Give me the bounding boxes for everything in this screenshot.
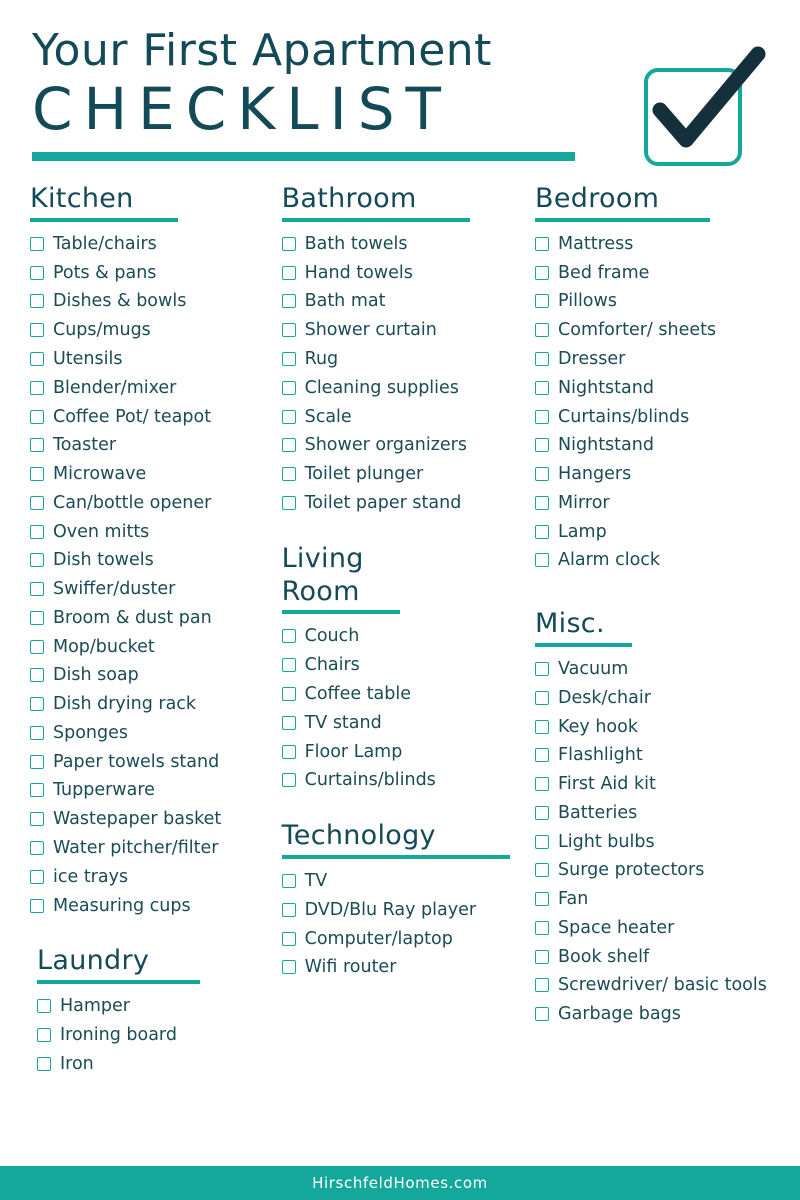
checkbox[interactable] — [282, 294, 296, 308]
list-item[interactable]: Batteries — [535, 802, 770, 825]
list-item[interactable]: Desk/chair — [535, 687, 770, 710]
list-item[interactable]: Nightstand — [535, 434, 770, 457]
list-item[interactable]: Pots & pans — [30, 262, 282, 285]
list-item[interactable]: TV — [282, 870, 535, 893]
checkbox[interactable] — [535, 294, 549, 308]
list-item[interactable]: Hangers — [535, 463, 770, 486]
section-living-room — [282, 543, 535, 793]
list-item[interactable]: Swiffer/duster — [30, 578, 282, 601]
list-item[interactable]: Curtains/blinds — [282, 769, 535, 792]
checkbox[interactable] — [282, 323, 296, 337]
checkbox[interactable] — [30, 611, 44, 625]
checkbox[interactable] — [535, 748, 549, 762]
section-kitchen — [30, 183, 282, 918]
section-title-bedroom: Bedroom — [535, 182, 660, 214]
list-item[interactable]: Computer/laptop — [282, 928, 535, 951]
list-item[interactable]: Shower curtain — [282, 319, 535, 342]
checkbox[interactable] — [535, 323, 549, 337]
list-item[interactable]: Blender/mixer — [30, 377, 282, 400]
list-item[interactable]: Book shelf — [535, 946, 770, 969]
checkbox[interactable] — [37, 999, 51, 1013]
section-underline — [282, 218, 470, 222]
list-item[interactable]: Curtains/blinds — [535, 406, 770, 429]
section-title-misc: Misc. — [535, 608, 605, 640]
checkbox[interactable] — [30, 410, 44, 424]
list-item[interactable]: Wifi router — [282, 956, 535, 979]
list-item[interactable]: Toaster — [30, 434, 282, 457]
list-item[interactable]: Can/bottle opener — [30, 492, 282, 515]
checkbox[interactable] — [535, 691, 549, 705]
list-item[interactable]: Key hook — [535, 716, 770, 739]
checkbox[interactable] — [535, 525, 549, 539]
list-item[interactable]: Floor Lamp — [282, 741, 535, 764]
section-bedroom — [535, 183, 770, 573]
list-item[interactable]: Hamper — [37, 995, 282, 1018]
checkbox[interactable] — [30, 755, 44, 769]
list-item[interactable]: Tupperware — [30, 779, 282, 802]
checkbox[interactable] — [30, 870, 44, 884]
list-item[interactable]: Vacuum — [535, 658, 770, 681]
list-item[interactable]: Cups/mugs — [30, 319, 282, 342]
column-middle — [282, 183, 535, 1082]
column-left — [30, 183, 282, 1082]
checkbox[interactable] — [30, 726, 44, 740]
checkbox[interactable] — [30, 323, 44, 337]
list-item[interactable]: Dish soap — [30, 664, 282, 687]
section-underline — [535, 643, 632, 647]
checkbox[interactable] — [30, 294, 44, 308]
list-technology — [282, 870, 535, 980]
list-item[interactable]: Couch — [282, 625, 535, 648]
checkbox[interactable] — [535, 806, 549, 820]
checkbox[interactable] — [30, 697, 44, 711]
checkbox[interactable] — [30, 783, 44, 797]
list-item[interactable]: Hand towels — [282, 262, 535, 285]
checkbox[interactable] — [282, 658, 296, 672]
section-underline — [30, 218, 178, 222]
checkbox[interactable] — [282, 438, 296, 452]
list-item[interactable]: Iron — [37, 1053, 282, 1076]
checkbox[interactable] — [282, 932, 296, 946]
spacer — [535, 578, 770, 608]
checkbox[interactable] — [535, 662, 549, 676]
checkbox[interactable] — [30, 381, 44, 395]
list-item[interactable]: Ironing board — [37, 1024, 282, 1047]
checkbox[interactable] — [282, 467, 296, 481]
list-item[interactable]: Water pitcher/filter — [30, 837, 282, 860]
list-item[interactable]: Paper towels stand — [30, 751, 282, 774]
list-bathroom — [282, 233, 535, 515]
list-item[interactable]: Toilet paper stand — [282, 492, 535, 515]
checkbox[interactable] — [535, 410, 549, 424]
checkbox[interactable] — [30, 553, 44, 567]
list-item[interactable]: Flashlight — [535, 744, 770, 767]
list-item[interactable]: Dishes & bowls — [30, 290, 282, 313]
list-item[interactable]: Lamp — [535, 521, 770, 544]
list-item[interactable]: Coffee table — [282, 683, 535, 706]
checkbox[interactable] — [282, 237, 296, 251]
list-item[interactable]: Chairs — [282, 654, 535, 677]
checkbox[interactable] — [282, 687, 296, 701]
section-technology — [282, 820, 535, 980]
section-title-bathroom: Bathroom — [281, 182, 417, 214]
checkbox[interactable] — [37, 1057, 51, 1071]
spacer — [30, 923, 282, 945]
checkbox[interactable] — [535, 892, 549, 906]
list-kitchen — [30, 233, 282, 918]
checkbox[interactable] — [30, 640, 44, 654]
checkbox[interactable] — [282, 745, 296, 759]
checkbox[interactable] — [282, 960, 296, 974]
section-underline — [282, 855, 510, 859]
checkbox[interactable] — [535, 921, 549, 935]
checkbox[interactable] — [535, 352, 549, 366]
checkbox[interactable] — [30, 582, 44, 596]
checkbox[interactable] — [535, 381, 549, 395]
page-header — [0, 0, 800, 161]
page-subtitle: CHECKLIST — [32, 75, 452, 144]
list-item[interactable]: Mirror — [535, 492, 770, 515]
checkbox[interactable] — [282, 266, 296, 280]
section-title-laundry: Laundry — [37, 945, 150, 977]
list-item[interactable]: Measuring cups — [30, 895, 282, 918]
section-underline — [37, 980, 200, 984]
list-item[interactable]: Sponges — [30, 722, 282, 745]
checkbox[interactable] — [282, 773, 296, 787]
checkbox[interactable] — [535, 237, 549, 251]
list-item[interactable]: DVD/Blu Ray player — [282, 899, 535, 922]
checkbox[interactable] — [535, 950, 549, 964]
checkbox[interactable] — [37, 1028, 51, 1042]
title-divider — [32, 152, 575, 161]
checkbox[interactable] — [282, 410, 296, 424]
checkbox[interactable] — [535, 266, 549, 280]
list-item[interactable]: Dish towels — [30, 549, 282, 572]
list-bedroom — [535, 233, 770, 573]
checkbox[interactable] — [282, 352, 296, 366]
list-item[interactable]: Broom & dust pan — [30, 607, 282, 630]
checkbox[interactable] — [282, 716, 296, 730]
list-item[interactable]: Bath towels — [282, 233, 535, 256]
list-item[interactable]: First Aid kit — [535, 773, 770, 796]
list-item[interactable]: Dish drying rack — [30, 693, 282, 716]
list-item[interactable]: Surge protectors — [535, 859, 770, 882]
section-bathroom — [282, 183, 535, 515]
list-item[interactable]: Cleaning supplies — [282, 377, 535, 400]
checkbox[interactable] — [30, 841, 44, 855]
footer-website[interactable]: HirschfeldHomes.com — [312, 1174, 488, 1192]
section-underline — [535, 218, 710, 222]
checkbox[interactable] — [535, 777, 549, 791]
page-title: Your First Apartment — [32, 25, 492, 76]
checkbox[interactable] — [535, 553, 549, 567]
list-item[interactable]: Toilet plunger — [282, 463, 535, 486]
checkbox[interactable] — [30, 467, 44, 481]
list-item[interactable]: Oven mitts — [30, 521, 282, 544]
section-title-kitchen: Kitchen — [30, 182, 134, 214]
checkbox[interactable] — [30, 525, 44, 539]
checkbox[interactable] — [30, 352, 44, 366]
list-item[interactable]: TV stand — [282, 712, 535, 735]
list-item[interactable]: Mattress — [535, 233, 770, 256]
checkbox[interactable] — [282, 381, 296, 395]
list-misc — [535, 658, 770, 1026]
list-item[interactable]: Shower organizers — [282, 434, 535, 457]
list-living-room — [282, 625, 535, 792]
section-title-technology: Technology — [281, 820, 436, 852]
checkbox[interactable] — [535, 467, 549, 481]
list-item[interactable]: Comforter/ sheets — [535, 319, 770, 342]
list-item[interactable]: Nightstand — [535, 377, 770, 400]
list-item[interactable]: Scale — [282, 406, 535, 429]
list-item[interactable]: Dresser — [535, 348, 770, 371]
checkbox[interactable] — [30, 899, 44, 913]
section-underline — [282, 610, 400, 614]
checkbox[interactable] — [282, 874, 296, 888]
list-item[interactable]: Mop/bucket — [30, 636, 282, 659]
list-item[interactable]: Fan — [535, 888, 770, 911]
list-item[interactable]: Alarm clock — [535, 549, 770, 572]
list-item[interactable]: Space heater — [535, 917, 770, 940]
checkbox[interactable] — [30, 812, 44, 826]
spacer — [282, 521, 535, 543]
section-laundry — [30, 945, 282, 1076]
list-item[interactable]: Wastepaper basket — [30, 808, 282, 831]
checkbox[interactable] — [30, 496, 44, 510]
list-item[interactable]: Bed frame — [535, 262, 770, 285]
checkbox[interactable] — [30, 438, 44, 452]
checkbox[interactable] — [30, 668, 44, 682]
checkbox[interactable] — [282, 496, 296, 510]
list-laundry — [37, 995, 282, 1076]
list-item[interactable]: Light bulbs — [535, 831, 770, 854]
checkbox[interactable] — [535, 720, 549, 734]
section-title-living-room: Living Room — [281, 542, 364, 607]
list-item[interactable]: Utensils — [30, 348, 282, 371]
list-item[interactable]: Pillows — [535, 290, 770, 313]
checkbox[interactable] — [535, 835, 549, 849]
list-item[interactable]: Garbage bags — [535, 1003, 770, 1026]
checkbox[interactable] — [535, 863, 549, 877]
list-item[interactable]: Bath mat — [282, 290, 535, 313]
spacer — [282, 798, 535, 820]
list-item[interactable]: ice trays — [30, 866, 282, 889]
list-item[interactable]: Table/chairs — [30, 233, 282, 256]
page-footer — [0, 1166, 800, 1200]
checklist-columns — [0, 161, 800, 1082]
checkbox[interactable] — [535, 438, 549, 452]
checkbox[interactable] — [30, 237, 44, 251]
checkmark-badge — [644, 68, 742, 166]
list-item[interactable]: Screwdriver/ basic tools — [535, 974, 770, 997]
list-item[interactable]: Coffee Pot/ teapot — [30, 406, 282, 429]
checkbox[interactable] — [282, 629, 296, 643]
list-item[interactable]: Microwave — [30, 463, 282, 486]
checkbox[interactable] — [535, 978, 549, 992]
checkbox[interactable] — [535, 496, 549, 510]
checkbox[interactable] — [535, 1007, 549, 1021]
list-item[interactable]: Rug — [282, 348, 535, 371]
section-misc — [535, 608, 770, 1026]
column-right — [535, 183, 770, 1082]
checkbox[interactable] — [282, 903, 296, 917]
checkbox[interactable] — [30, 266, 44, 280]
